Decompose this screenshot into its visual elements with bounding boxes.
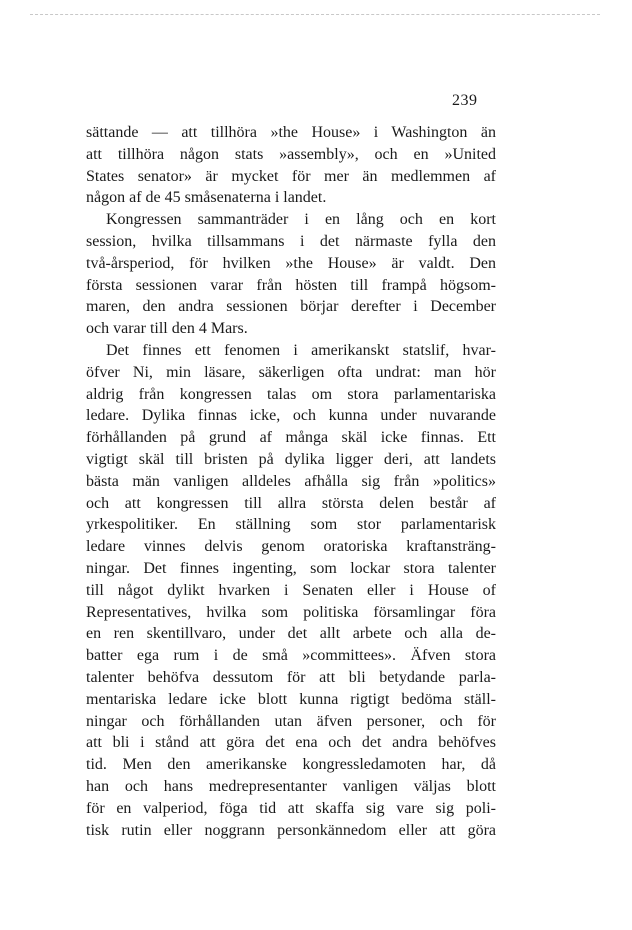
text-line: sättande — att tillhöra »the House» i Washington än <box>86 124 496 141</box>
text-line: bästa män vanligen alldeles afhålla sig från »politics» <box>86 472 496 490</box>
text-line: Kongressen sammanträder i en lång och en kort <box>106 211 496 229</box>
text-line: aldrig från kongressen talas om stora parlamentariska <box>86 385 496 403</box>
text-line: två-årsperiod, för hvilken »the House» är valdt. Den <box>86 254 496 272</box>
text-line: att tillhöra någon stats »assembly», och en »United <box>86 145 496 163</box>
text-line: talenter behöfva dessutom för att bli betydande parla- <box>86 668 496 686</box>
text-line: för en valperiod, föga tid att skaffa sig vare sig poli- <box>86 799 496 817</box>
text-line: första sessionen varar från hösten till frampå högsom- <box>86 276 496 294</box>
text-line: States senator» är mycket för mer än medlemmen af <box>86 167 496 185</box>
page-top-edge <box>30 14 600 15</box>
text-line: maren, den andra sessionen börjar derefter i December <box>86 298 496 316</box>
text-line: ledare vinnes delvis genom oratoriska kraftansträng- <box>86 538 496 556</box>
text-line: ningar. Det finnes ingenting, som lockar stora talenter <box>86 559 496 577</box>
text-line: yrkespolitiker. En ställning som stor parlamentarisk <box>86 516 496 534</box>
text-line: ledare. Dylika finnas icke, och kunna under nuvarande <box>86 407 496 425</box>
text-line: och att kongressen till allra största delen består af <box>86 494 496 512</box>
text-line: tisk rutin eller noggrann personkännedom eller att göra <box>86 821 496 839</box>
text-line: förhållanden på grund af många skäl icke finnas. Ett <box>86 429 496 447</box>
text-line: Representatives, hvilka som politiska församlingar föra <box>86 603 496 621</box>
text-line: batter ega rum i de små »committees». Äfven stora <box>86 647 496 665</box>
text-line: Det finnes ett fenomen i amerikanskt statslif, hvar- <box>106 341 496 359</box>
text-line: att bli i stånd att göra det ena och det andra behöfves <box>86 734 496 752</box>
text-line: tid. Men den amerikanske kongressledamoten har, då <box>86 756 496 774</box>
text-line: session, hvilka tillsammans i det närmaste fylla den <box>86 232 496 250</box>
text-line: en ren skentillvaro, under det allt arbete och alla de- <box>86 625 496 643</box>
page-number: 239 <box>452 92 478 109</box>
text-line: han och hans medrepresentanter vanligen väljas blott <box>86 777 496 795</box>
text-line: mentariska ledare icke blott kunna rigtigt bedöma ställ- <box>86 690 496 708</box>
text-line: och varar till den 4 Mars. <box>86 320 248 338</box>
body-text <box>86 122 496 841</box>
text-line: någon af de 45 småsenaterna i landet. <box>86 189 327 207</box>
text-line: öfver Ni, min läsare, säkerligen ofta undrat: man hör <box>86 363 496 381</box>
text-line: till något dylikt hvarken i Senaten eller i House of <box>86 581 496 599</box>
text-line: ningar och förhållanden utan äfven personer, och för <box>86 712 496 730</box>
text-line: vigtigt skäl till bristen på dylika ligger deri, att landets <box>86 450 496 468</box>
